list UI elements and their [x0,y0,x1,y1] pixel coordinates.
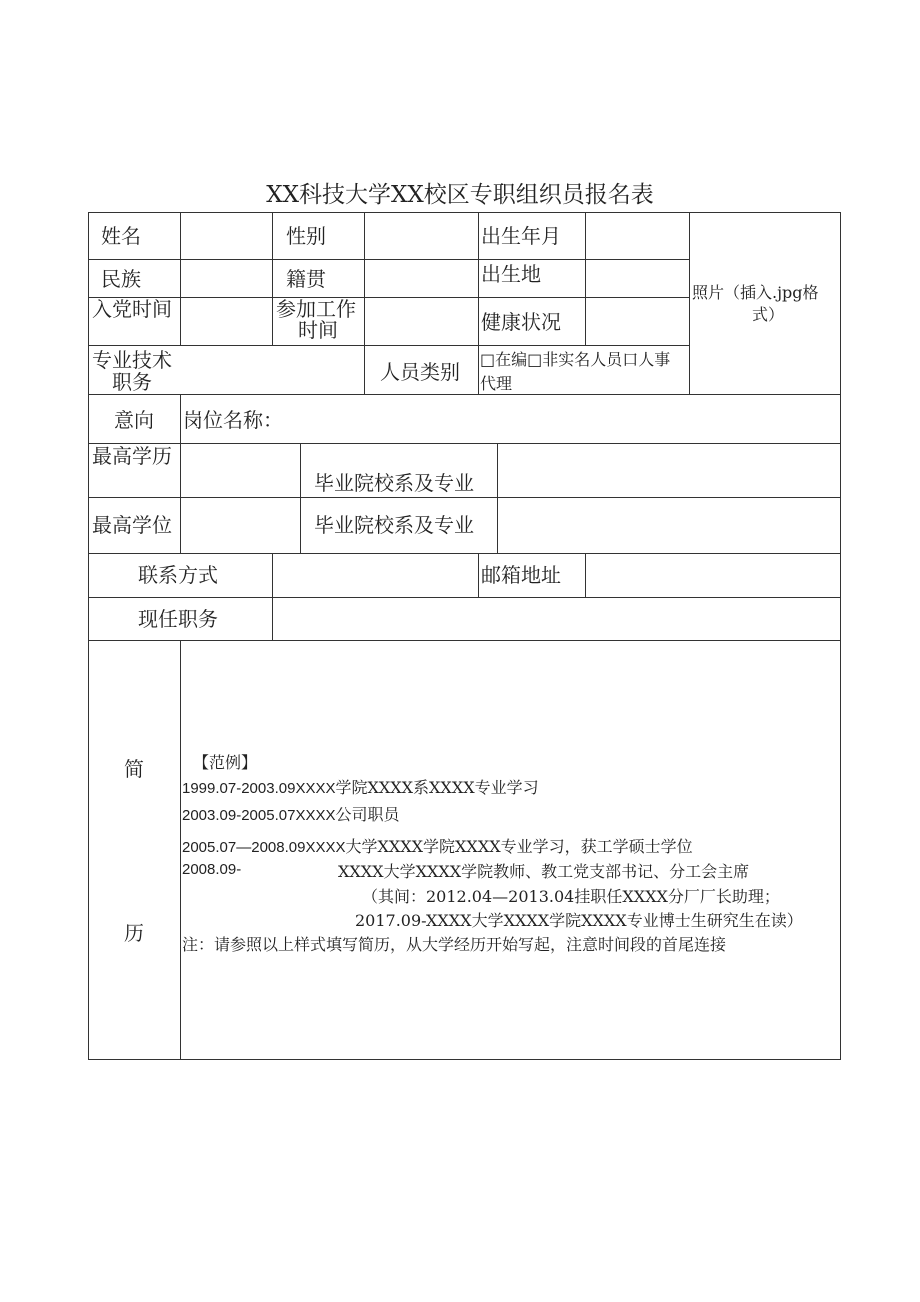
example-line-4-text: XXXX大学XXXX学院教师、教工党支部书记、分工会主席 [338,862,750,881]
col-divider [478,212,479,394]
row-divider [88,553,841,554]
contact-label: 联系方式 [138,563,218,587]
row-divider [88,297,689,298]
work-start-label-line1: 参加工作 [276,297,356,321]
example-line-4-date: 2008.09- [182,861,242,878]
example-line-6: 2017.09-XXXX大学XXXX学院XXXX专业博士生研究生在读） [355,911,803,930]
table-border-left [88,212,89,1060]
example-line-1-date: 1999.07-2003.09XXXX [182,780,336,797]
personnel-type-label: 人员类别 [380,360,460,384]
work-start-label-line2: 时间 [298,318,338,342]
party-join-time-label: 入党时间 [92,297,172,321]
example-line-2-text: 公司职员 [335,805,400,824]
col-divider [180,640,181,1060]
example-line-1 [182,775,539,798]
row-divider [88,259,689,260]
form-title: XX科技大学XX校区专职组织员报名表 [266,182,654,208]
resume-label-char2: 历 [124,921,144,945]
row-divider [88,345,689,346]
photo-placeholder-line1: 照片（插入.jpg格 [692,283,819,302]
personnel-type-options-line2: 代理 [480,374,513,393]
example-line-3-date: 2005.07—2008.09XXXX [182,839,346,856]
grad-school-major-label: 毕业院校系及专业 [314,471,474,495]
row-divider [88,394,841,395]
table-border-top [88,212,841,213]
col-divider [585,553,586,597]
col-divider [497,443,498,553]
example-line-1-text: 学院XXXX系XXXX专业学习 [335,778,539,797]
resume-label-char1: 简 [124,757,144,781]
col-divider [585,212,586,345]
col-divider [180,212,181,345]
health-label: 健康状况 [481,310,561,334]
col-divider [272,553,273,640]
example-line-4 [182,859,241,878]
col-divider [364,212,365,394]
example-line-5: （其间：2012.04—2013.04挂职任XXXX分厂厂长助理； [362,887,780,906]
example-line-3-text: 大学XXXX学院XXXX专业学习，获工学硕士学位 [345,837,693,856]
table-border-right [840,212,841,1060]
col-divider [478,553,479,597]
gender-label: 性别 [286,224,326,248]
col-divider [300,443,301,553]
example-line-2-date: 2003.09-2005.07XXXX [182,807,336,824]
example-heading: 【范例】 [193,753,258,772]
example-line-2 [182,802,399,825]
native-place-label: 籍贯 [286,267,326,291]
professional-title-label-line1: 专业技术 [92,348,172,372]
table-border-bottom [88,1059,841,1060]
col-divider [272,212,273,345]
example-line-3 [182,834,693,857]
intent-label: 意向 [114,408,154,432]
position-name-label: 岗位名称： [183,408,283,432]
col-divider [689,212,690,394]
highest-education-label: 最高学历 [92,444,172,468]
birth-date-label: 出生年月 [481,224,561,248]
ethnicity-label: 民族 [101,267,141,291]
email-label: 邮箱地址 [481,563,561,587]
row-divider [88,640,841,641]
grad-school-major-label: 毕业院校系及专业 [314,513,474,537]
professional-title-label-line2: 职务 [112,370,152,394]
photo-placeholder-line2: 式） [752,305,785,324]
row-divider [88,497,841,498]
name-label: 姓名 [101,224,141,248]
row-divider [88,597,841,598]
row-divider [88,443,841,444]
highest-degree-label: 最高学位 [92,513,172,537]
birthplace-label: 出生地 [481,262,541,286]
current-post-label: 现任职务 [138,607,218,631]
personnel-type-options-line1: □在编□非实名人员口人事 [480,350,671,369]
col-divider [180,394,181,553]
example-note: 注：请参照以上样式填写简历，从大学经历开始写起，注意时间段的首尾连接 [182,935,727,954]
